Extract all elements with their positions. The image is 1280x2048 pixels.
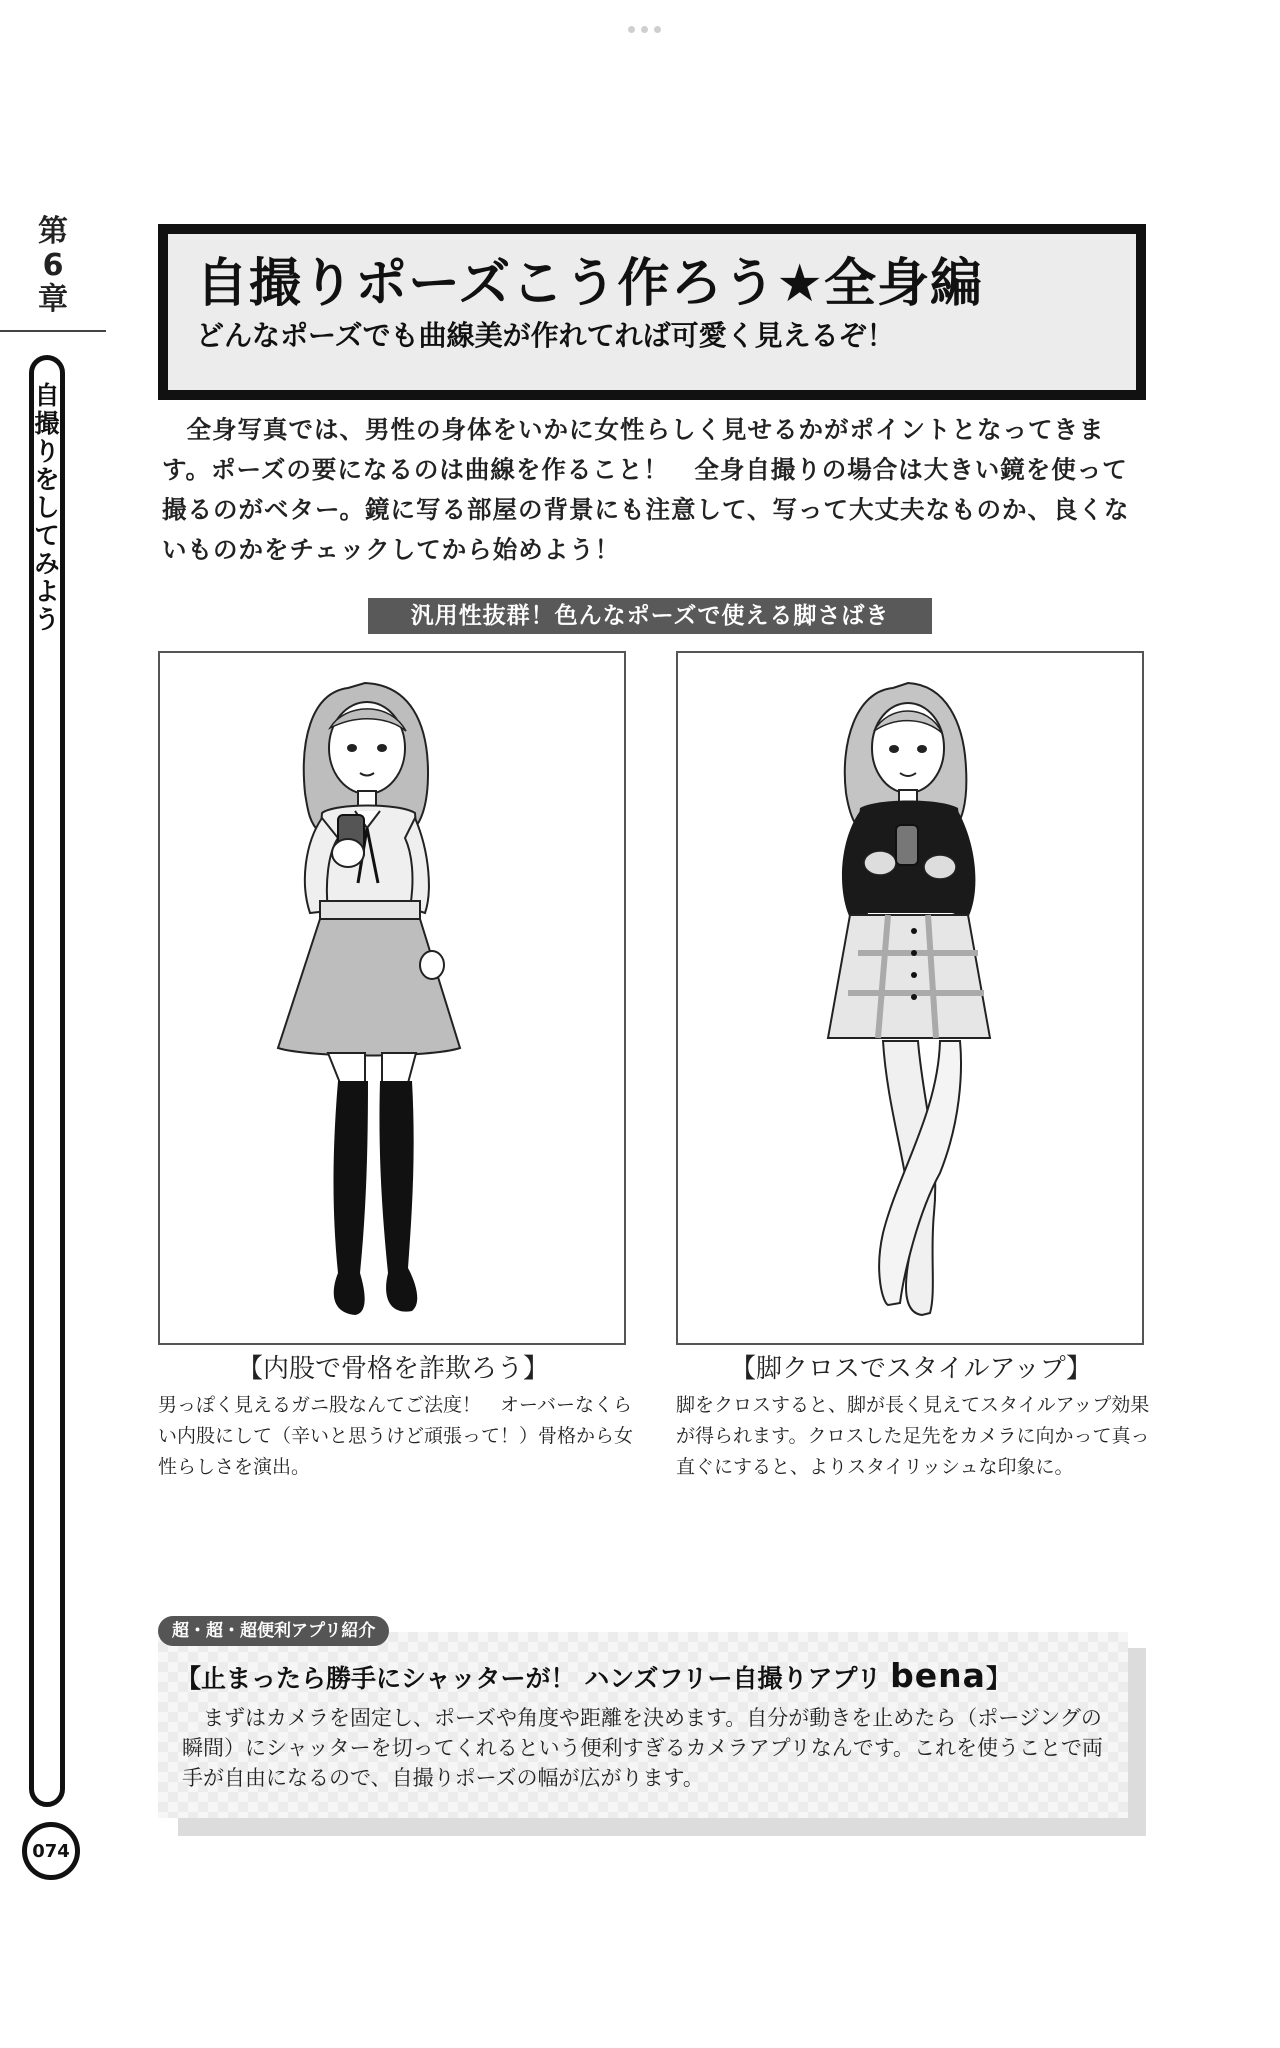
app-intro-title bbox=[176, 1658, 1110, 1697]
page-subtitle: どんなポーズでも曲線美が作れてれば可愛く見えるぞ！ bbox=[196, 319, 895, 352]
title-frame bbox=[158, 224, 1146, 400]
side-char: 自 bbox=[34, 381, 60, 410]
section-label: 汎用性抜群！色んなポーズで使える脚さばき bbox=[368, 598, 932, 634]
app-title-prefix: 【止まったら勝手にシャッターが！ ハンズフリー自撮りアプリ bbox=[176, 1664, 891, 1693]
app-brand-name: bena bbox=[890, 1656, 986, 1695]
side-char: り bbox=[34, 437, 60, 466]
illustration-pigeon-toe-pose bbox=[160, 653, 624, 1343]
illustration-panel-pigeon-toe bbox=[158, 651, 626, 1345]
title-panel bbox=[168, 234, 1136, 390]
side-char: よ bbox=[34, 577, 60, 606]
page-number: 074 bbox=[22, 1822, 80, 1880]
caption-body-pigeon-toe: 男っぽく見えるガニ股なんてご法度！ オーバーなくらい内股にして（辛いと思うけど頑張って！）骨格から女性らしさを演出。 bbox=[158, 1394, 634, 1478]
app-intro-body: まずはカメラを固定し、ポーズや角度や距離を決めます。自分が動きを止めたら（ポージングの瞬間）にシャッターを切ってくれるという便利すぎるカメラアプリなんです。これを使うことで両手が自由になるので、自撮りポーズの幅が広がります。 bbox=[182, 1706, 1104, 1790]
caption-title-pigeon-toe: 【内股で骨格を詐欺ろう】 bbox=[236, 1354, 549, 1384]
side-char: し bbox=[34, 493, 60, 522]
side-char: を bbox=[34, 465, 60, 494]
caption-title-cross-legs: 【脚クロスでスタイルアップ】 bbox=[730, 1354, 1092, 1384]
side-char: て bbox=[34, 521, 60, 550]
side-char: み bbox=[34, 549, 60, 578]
chapter-divider bbox=[0, 330, 106, 332]
side-char: 撮 bbox=[34, 409, 60, 438]
chapter-number: 6 bbox=[42, 248, 64, 283]
illustration-cross-legs-pose bbox=[678, 653, 1142, 1343]
chapter-char: 第 bbox=[38, 214, 68, 249]
side-tab bbox=[29, 355, 65, 1807]
page-indicator-dots bbox=[620, 26, 668, 36]
app-intro-tag: 超・超・超便利アプリ紹介 bbox=[158, 1616, 389, 1646]
app-intro-box bbox=[158, 1632, 1128, 1818]
caption-body-cross-legs: 脚をクロスすると、脚が長く見えてスタイルアップ効果が得られます。クロスした足先をカメラに向かって真っ直ぐにすると、よりスタイリッシュな印象に。 bbox=[676, 1394, 1150, 1478]
chapter-marker bbox=[0, 215, 106, 317]
side-tab-label bbox=[34, 382, 60, 634]
side-char: う bbox=[34, 605, 60, 634]
chapter-char: 章 bbox=[38, 282, 68, 317]
intro-paragraph: 全身写真では、男性の身体をいかに女性らしく見せるかがポイントとなってきます。ポーズの要になるのは曲線を作ること！ 全身自撮りの場合は大きい鏡を使って撮るのがベター。鏡に写る部屋の背景にも注意して、写って大丈夫なものか、良くないものかをチェックしてから始めよう！ bbox=[162, 415, 1130, 564]
illustration-panel-cross-legs bbox=[676, 651, 1144, 1345]
page-title: 自撮りポーズこう作ろう★全身編 bbox=[196, 254, 984, 314]
app-title-suffix: 】 bbox=[985, 1664, 1011, 1693]
